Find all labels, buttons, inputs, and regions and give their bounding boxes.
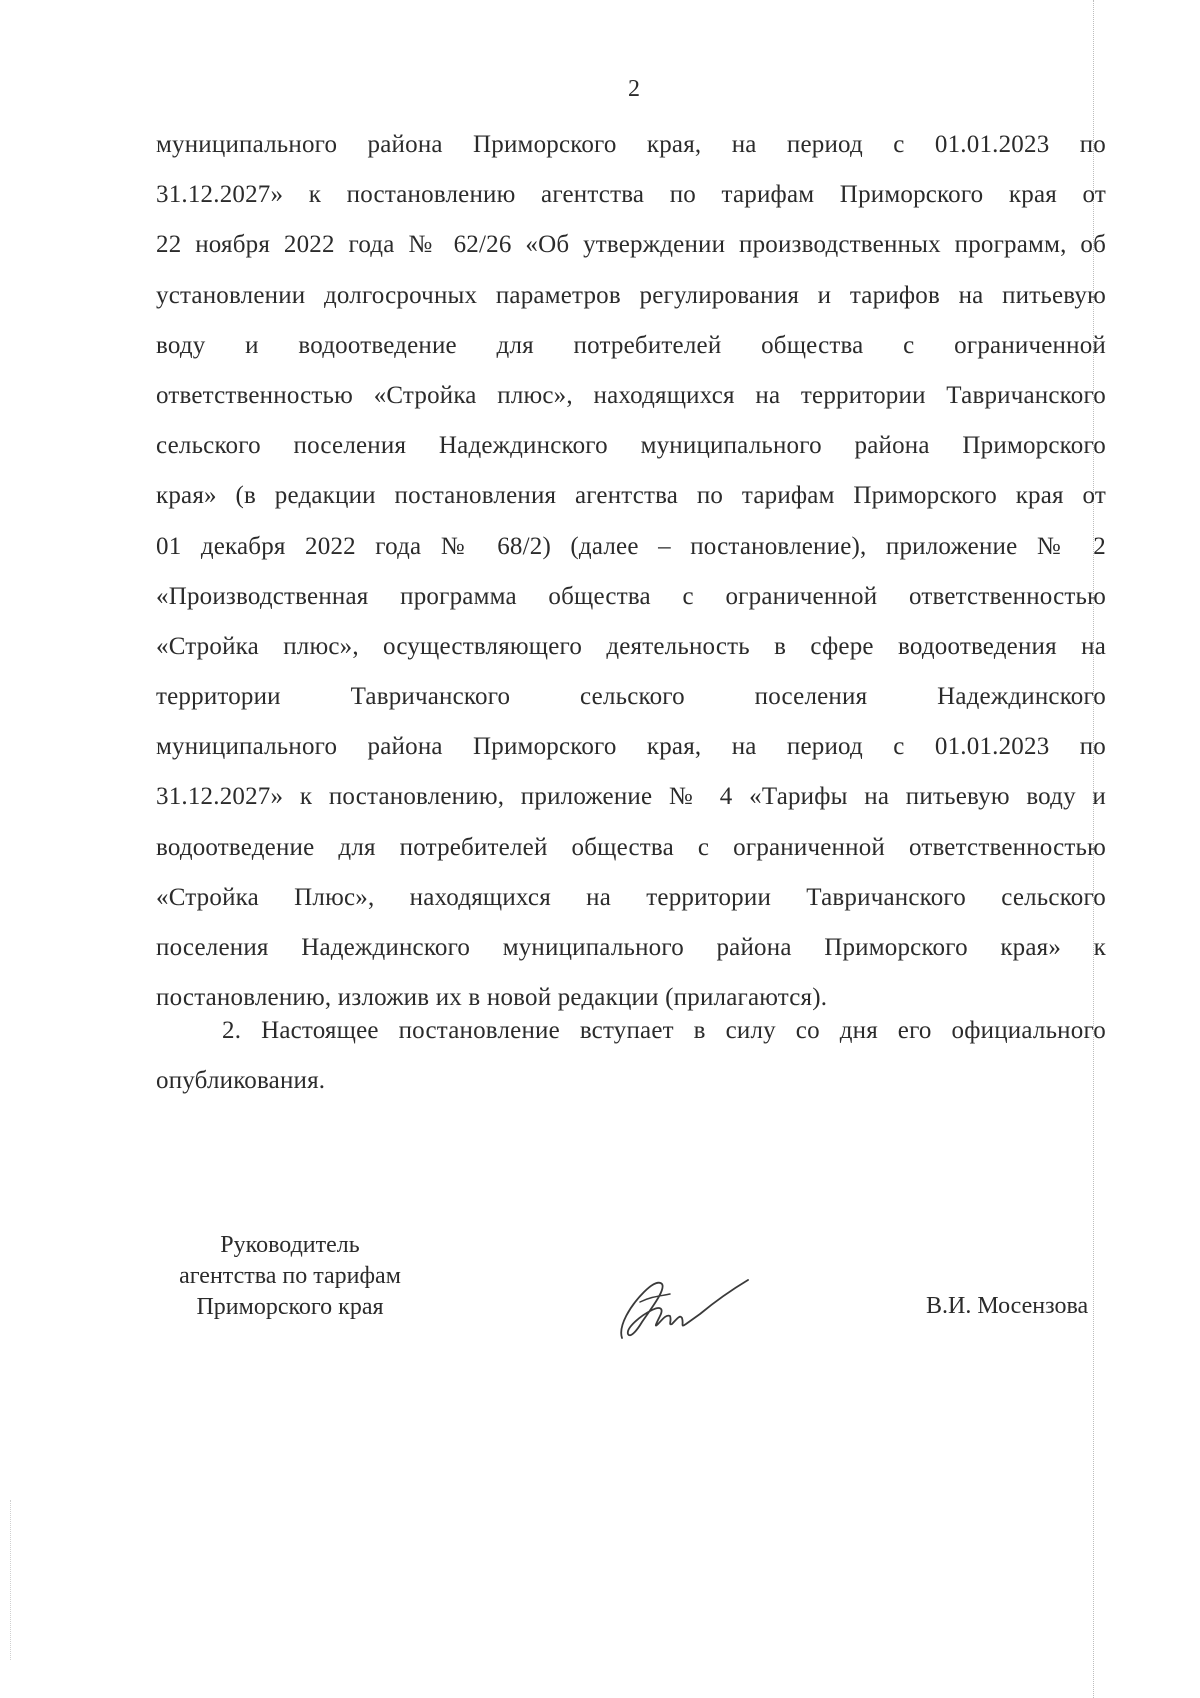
paragraph-2 [156, 1006, 1106, 1106]
signer-name: В.И. Мосензова [926, 1293, 1089, 1319]
text-line: установлении долгосрочных параметров регулирования и тарифов на питьевую [156, 281, 1106, 309]
signatory-position-line: агентства по тарифам [179, 1263, 401, 1289]
text-line: ответственностью «Стройка плюс», находящихся на территории Тавричанского [156, 381, 1106, 409]
signatory-position [150, 1230, 430, 1323]
text-line: постановлению, изложив их в новой редакции (прилагаются). [156, 984, 828, 1012]
text-line: края» (в редакции постановления агентства по тарифам Приморского края от [156, 482, 1106, 510]
text-line: 31.12.2027» к постановлению агентства по тарифам Приморского края от [156, 181, 1106, 209]
text-line: муниципального района Приморского края, на период с 01.01.2023 по [156, 733, 1106, 761]
text-line: воду и водоотведение для потребителей общества с ограниченной [156, 331, 1106, 359]
scan-edge-line-left [10, 1500, 11, 1660]
paragraph-1 [156, 120, 1106, 1023]
text-line: сельского поселения Надеждинского муниципального района Приморского [156, 432, 1106, 460]
text-line: «Производственная программа общества с ограниченной ответственностью [156, 582, 1106, 610]
page-number: 2 [628, 76, 640, 102]
handwritten-signature [600, 1266, 760, 1346]
text-line: 31.12.2027» к постановлению, приложение № 4 «Тарифы на питьевую воду и [156, 783, 1106, 811]
text-line: 2. Настоящее постановление вступает в силу со дня его официального [222, 1017, 1106, 1044]
signatory-position-line: Руководитель [220, 1232, 360, 1258]
text-line: территории Тавричанского сельского поселения Надеждинского [156, 683, 1106, 711]
text-line: опубликования. [156, 1067, 326, 1095]
text-line: «Стройка плюс», осуществляющего деятельность в сфере водоотведения на [156, 632, 1106, 660]
text-line: «Стройка Плюс», находящихся на территории Тавричанского сельского [156, 883, 1106, 911]
signatory-position-line: Приморского края [196, 1294, 384, 1320]
text-line: 22 ноября 2022 года № 62/26 «Об утверждении производственных программ, об [156, 231, 1106, 259]
text-line: 01 декабря 2022 года № 68/2) (далее – постановление), приложение № 2 [156, 532, 1106, 560]
text-line: водоотведение для потребителей общества с ограниченной ответственностью [156, 833, 1106, 861]
text-line: поселения Надеждинского муниципального района Приморского края» к [156, 934, 1106, 961]
text-line: муниципального района Приморского края, на период с 01.01.2023 по [156, 131, 1106, 158]
